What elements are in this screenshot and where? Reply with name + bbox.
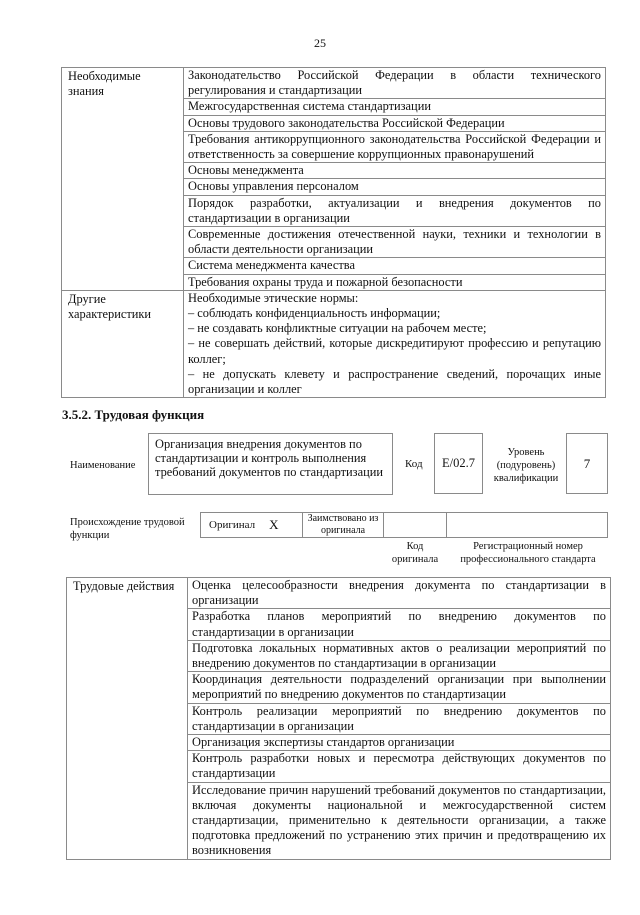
- section-label-actions: Трудовые действия: [67, 578, 188, 860]
- other-characteristics-cell: [184, 290, 606, 397]
- knowledge-item: Порядок разработки, актуализации и внедрения документов по стандартизации в организации: [184, 195, 606, 226]
- knowledge-item: Основы управления персоналом: [184, 179, 606, 195]
- knowledge-item: Основы менеджмента: [184, 163, 606, 179]
- knowledge-item: Требования охраны труда и пожарной безопасности: [184, 274, 606, 290]
- knowledge-item: Основы трудового законодательства Российской Федерации: [184, 115, 606, 131]
- registration-number-caption: Регистрационный номер профессионального стандарта: [460, 541, 596, 565]
- action-item: Контроль реализации мероприятий по внедрению документов по стандартизации в организации: [188, 703, 611, 734]
- action-item: Организация экспертизы стандартов организации: [188, 735, 611, 751]
- function-name-label: Наименование: [70, 460, 136, 471]
- origin-code-cell: [384, 513, 447, 537]
- section-heading: 3.5.2. Трудовая функция: [62, 407, 205, 422]
- origin-code-caption: Код оригинала: [391, 541, 439, 565]
- qualification-level-box: 7: [566, 433, 608, 494]
- origin-original-label: Оригинал: [209, 519, 256, 531]
- action-item: Исследование причин нарушений требований документов по стандартизации, включая документы национальной и межгосударственной систем стандартизации, применительно к деятельности организации, а также подготовка предложений по устранению этих причин и предотвращению их возникновения: [188, 782, 611, 859]
- ethics-line: – соблюдать конфиденциальность информации;: [188, 306, 441, 321]
- origin-label: Происхождение трудовой функции: [70, 517, 185, 541]
- code-value-box: E/02.7: [434, 433, 483, 494]
- knowledge-item: Современные достижения отечественной науки, техники и технологии в области деятельности организации: [184, 227, 606, 258]
- section-label-other: Другие характеристики: [62, 290, 184, 397]
- knowledge-table: [61, 67, 606, 398]
- code-label: Код: [405, 458, 423, 470]
- knowledge-item: Межгосударственная система стандартизации: [184, 99, 606, 115]
- origin-original-cell: [201, 513, 303, 537]
- registration-number-cell: [447, 513, 607, 537]
- table-row: [62, 68, 606, 99]
- action-item: Разработка планов мероприятий по внедрению документов по стандартизации в организации: [188, 609, 611, 640]
- ethics-line: Необходимые этические нормы:: [188, 290, 359, 305]
- action-item: Оценка целесообразности внедрения документа по стандартизации в организации: [188, 578, 611, 609]
- knowledge-item: Законодательство Российской Федерации в области технического регулирования и стандартизации: [184, 68, 606, 99]
- table-row: [62, 290, 606, 397]
- table-row: [67, 578, 611, 609]
- function-name-box: Организация внедрения документов по стандартизации и контроль выполнения требований документов по стандартизации: [148, 433, 393, 495]
- action-item: Координация деятельности подразделений организации при выполнении мероприятий по внедрению документов по стандартизации: [188, 672, 611, 703]
- ethics-line: – не совершать действий, которые дискредитируют профессию и репутацию коллег;: [188, 336, 601, 366]
- origin-borrowed-cell: Заимствовано из оригинала: [303, 513, 384, 537]
- ethics-line: – не допускать клевету и распространение сведений, порочащих иные организации и коллег: [188, 366, 601, 397]
- origin-original-mark: X: [269, 517, 279, 532]
- knowledge-item: Система менеджмента качества: [184, 258, 606, 274]
- qualification-level-label: Уровень (подуровень) квалификации: [493, 447, 559, 484]
- origin-box: [200, 512, 608, 538]
- ethics-line: – не создавать конфликтные ситуации на рабочем месте;: [188, 321, 487, 336]
- section-label-knowledge: Необходимые знания: [62, 68, 184, 291]
- page-number: 25: [314, 36, 326, 50]
- action-item: Контроль разработки новых и пересмотра действующих документов по стандартизации: [188, 751, 611, 782]
- knowledge-item: Требования антикоррупционного законодательства Российской Федерации и ответственность за совершение коррупционных правонарушений: [184, 131, 606, 162]
- action-item: Подготовка локальных нормативных актов о реализации мероприятий по внедрению документов по стандартизации в организации: [188, 640, 611, 671]
- labor-actions-table: [66, 577, 611, 860]
